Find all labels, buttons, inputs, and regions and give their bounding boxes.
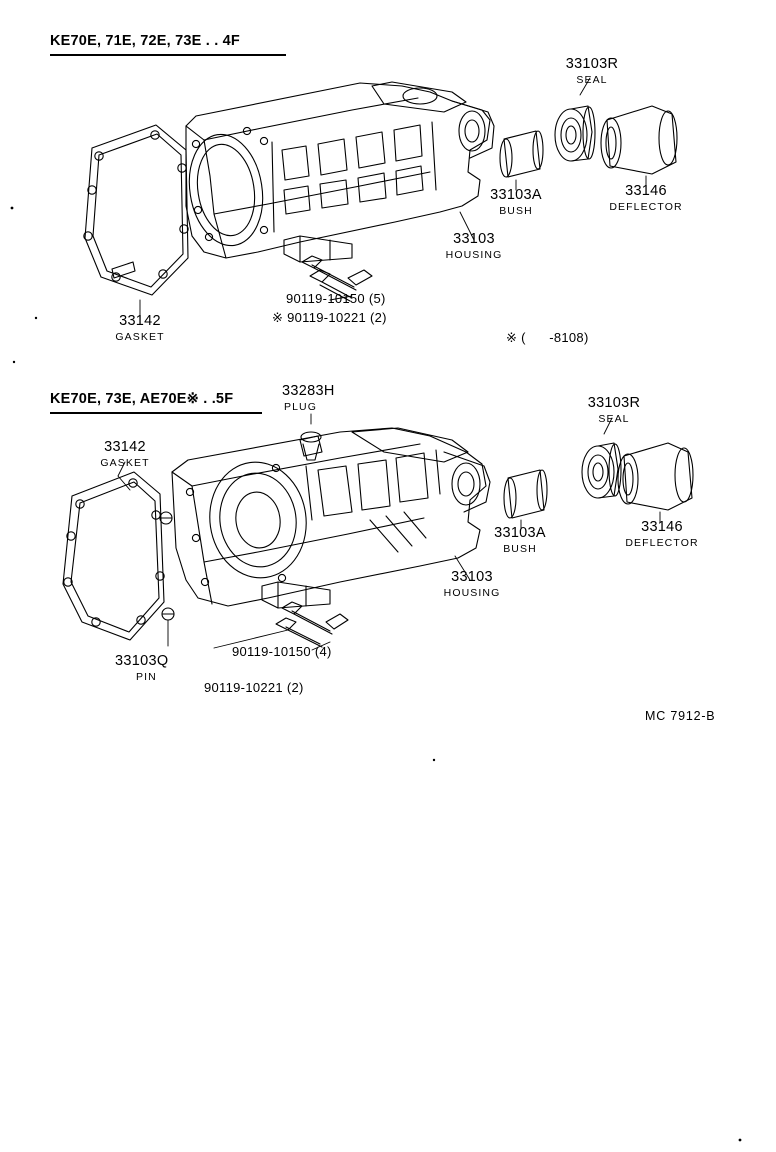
footnote: ※ ( ‑8108) xyxy=(506,330,589,345)
drawing-code: MC 7912-B xyxy=(645,709,716,723)
part-seal-2 xyxy=(582,443,621,498)
label-33142-name-2: GASKET xyxy=(100,457,150,469)
fastener-2-1: 90119-10150 (4) xyxy=(232,644,332,659)
fastener-1-1: 90119-10150 (5) xyxy=(286,291,386,306)
label-33103a-name-2: BUSH xyxy=(503,543,537,555)
part-bush-2 xyxy=(504,470,547,518)
part-seal-1 xyxy=(555,106,595,161)
part-gasket-2 xyxy=(63,472,164,640)
label-33103-number-2: 33103 xyxy=(451,569,493,585)
label-33103-name-1: HOUSING xyxy=(445,249,503,261)
label-33146-number-2: 33146 xyxy=(641,519,683,535)
part-gasket-1 xyxy=(84,125,188,295)
label-33103a-number-1: 33103A xyxy=(490,187,542,203)
label-33103a-name-1: BUSH xyxy=(499,205,533,217)
fastener-1-2: ※ 90119-10221 (2) xyxy=(272,310,387,325)
label-33283h-number: 33283H xyxy=(282,383,335,399)
label-33142-name-1: GASKET xyxy=(115,331,165,343)
label-33103r-name-1: SEAL xyxy=(576,74,608,86)
label-33283h-name: PLUG xyxy=(284,401,317,413)
label-33103-number-1: 33103 xyxy=(453,231,495,247)
fastener-2-2: 90119-10221 (2) xyxy=(204,680,304,695)
label-33103r-number-1: 33103R xyxy=(565,56,619,72)
label-33103r-name-2: SEAL xyxy=(598,413,630,425)
label-33103a-number-2: 33103A xyxy=(494,525,546,541)
part-deflector-2 xyxy=(618,443,693,510)
part-deflector-1 xyxy=(601,106,677,174)
label-33142-number-2: 33142 xyxy=(104,439,146,455)
label-33146-name-1: DEFLECTOR xyxy=(609,201,683,213)
section-1-title: KE70E, 71E, 72E, 73E . . 4F xyxy=(50,33,240,49)
part-bush-1 xyxy=(500,131,543,177)
section-2-title: KE70E, 73E, AE70E※ . .5F xyxy=(50,391,234,407)
label-33142-number-1: 33142 xyxy=(119,313,161,329)
label-33103r-number-2: 33103R xyxy=(587,395,641,411)
label-33103q-number: 33103Q xyxy=(115,653,169,669)
section-1-title-underline xyxy=(50,54,286,56)
label-33146-name-2: DEFLECTOR xyxy=(625,537,699,549)
label-33103-name-2: HOUSING xyxy=(443,587,501,599)
section-2-title-underline xyxy=(50,412,262,414)
part-bolts-2 xyxy=(214,602,348,648)
label-33146-number-1: 33146 xyxy=(625,183,667,199)
label-33103q-name: PIN xyxy=(136,671,157,683)
